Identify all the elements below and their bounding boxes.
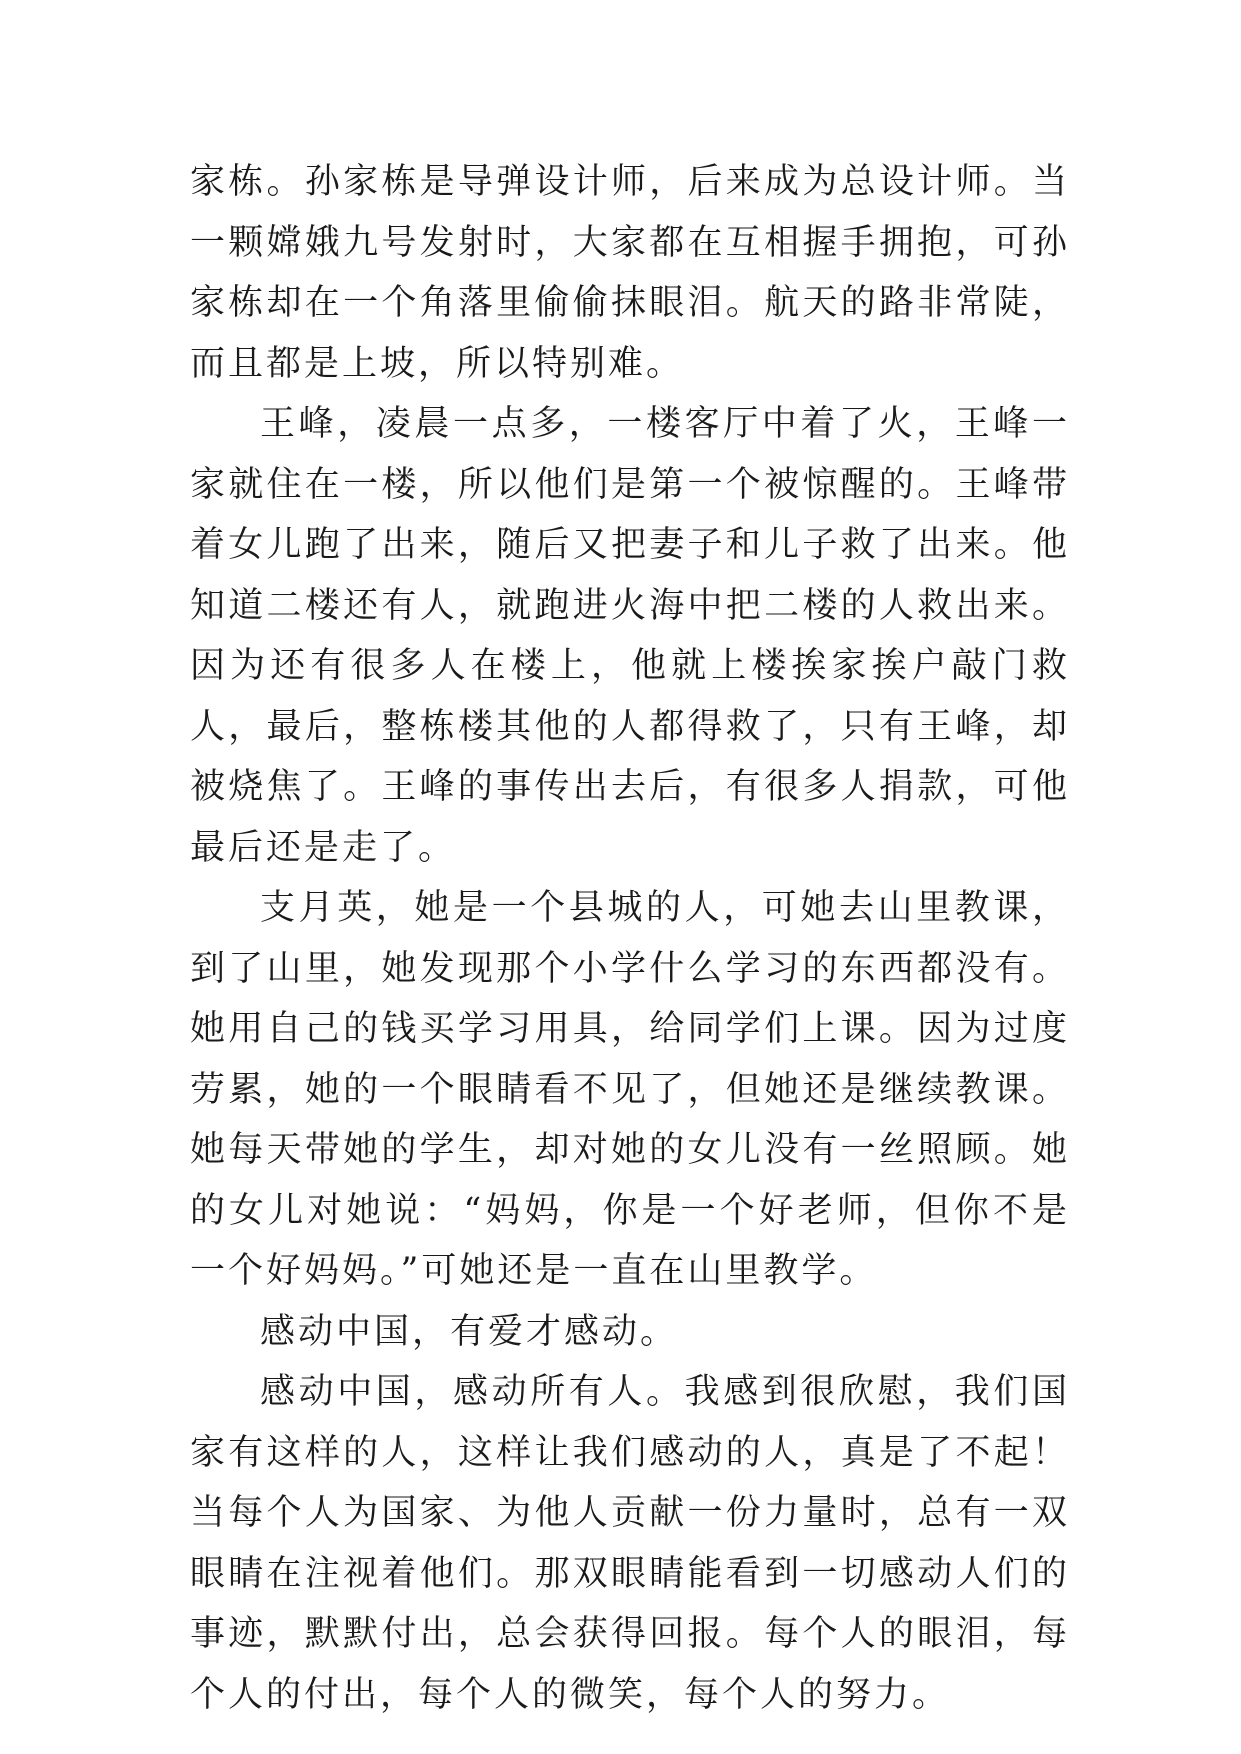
paragraph-conclusion: 感动中国，感动所有人。我感到很欣慰，我们国家有这样的人，这样让我们感动的人，真是了不起！当每个人为国家、为他人贡献一份力量时，总有一双眼睛在注视着他们。那双眼睛能看到一切感动人们的事迹，默默付出，总会获得回报。每个人的眼泪，每个人的付出，每个人的微笑，每个人的努力。: [190, 1372, 1070, 1715]
paragraph-love-moves: 感动中国，有爱才感动。: [260, 1311, 679, 1352]
paragraph-wang-feng: 王峰，凌晨一点多，一楼客厅中着了火，王峰一家就住在一楼，所以他们是第一个被惊醒的。王峰带着女儿跑了出来，随后又把妻子和儿子救了出来。他知道二楼还有人，就跑进火海中把二楼的人救出来。因为还有很多人在楼上，他就上楼挨家挨户敲门救人，最后，整栋楼其他的人都得救了，只有王峰，却被烧焦了。王峰的事传出去后，有很多人捐款，可他最后还是走了。: [190, 404, 1070, 868]
body-text: [190, 152, 1070, 1725]
paragraph-zhi-yueying: 支月英，她是一个县城的人，可她去山里教课，到了山里，她发现那个小学什么学习的东西都没有。她用自己的钱买学习用具，给同学们上课。因为过度劳累，她的一个眼睛看不见了，但她还是继续教课。她每天带她的学生，却对她的女儿没有一丝照顾。她的女儿对她说：“妈妈，你是一个好老师，但你不是一个好妈妈。”可她还是一直在山里教学。: [190, 888, 1070, 1291]
paragraph-sun-jiadong: 家栋。孙家栋是导弹设计师，后来成为总设计师。当一颗嫦娥九号发射时，大家都在互相握手拥抱，可孙家栋却在一个角落里偷偷抹眼泪。航天的路非常陡，而且都是上坡，所以特别难。: [190, 162, 1070, 384]
